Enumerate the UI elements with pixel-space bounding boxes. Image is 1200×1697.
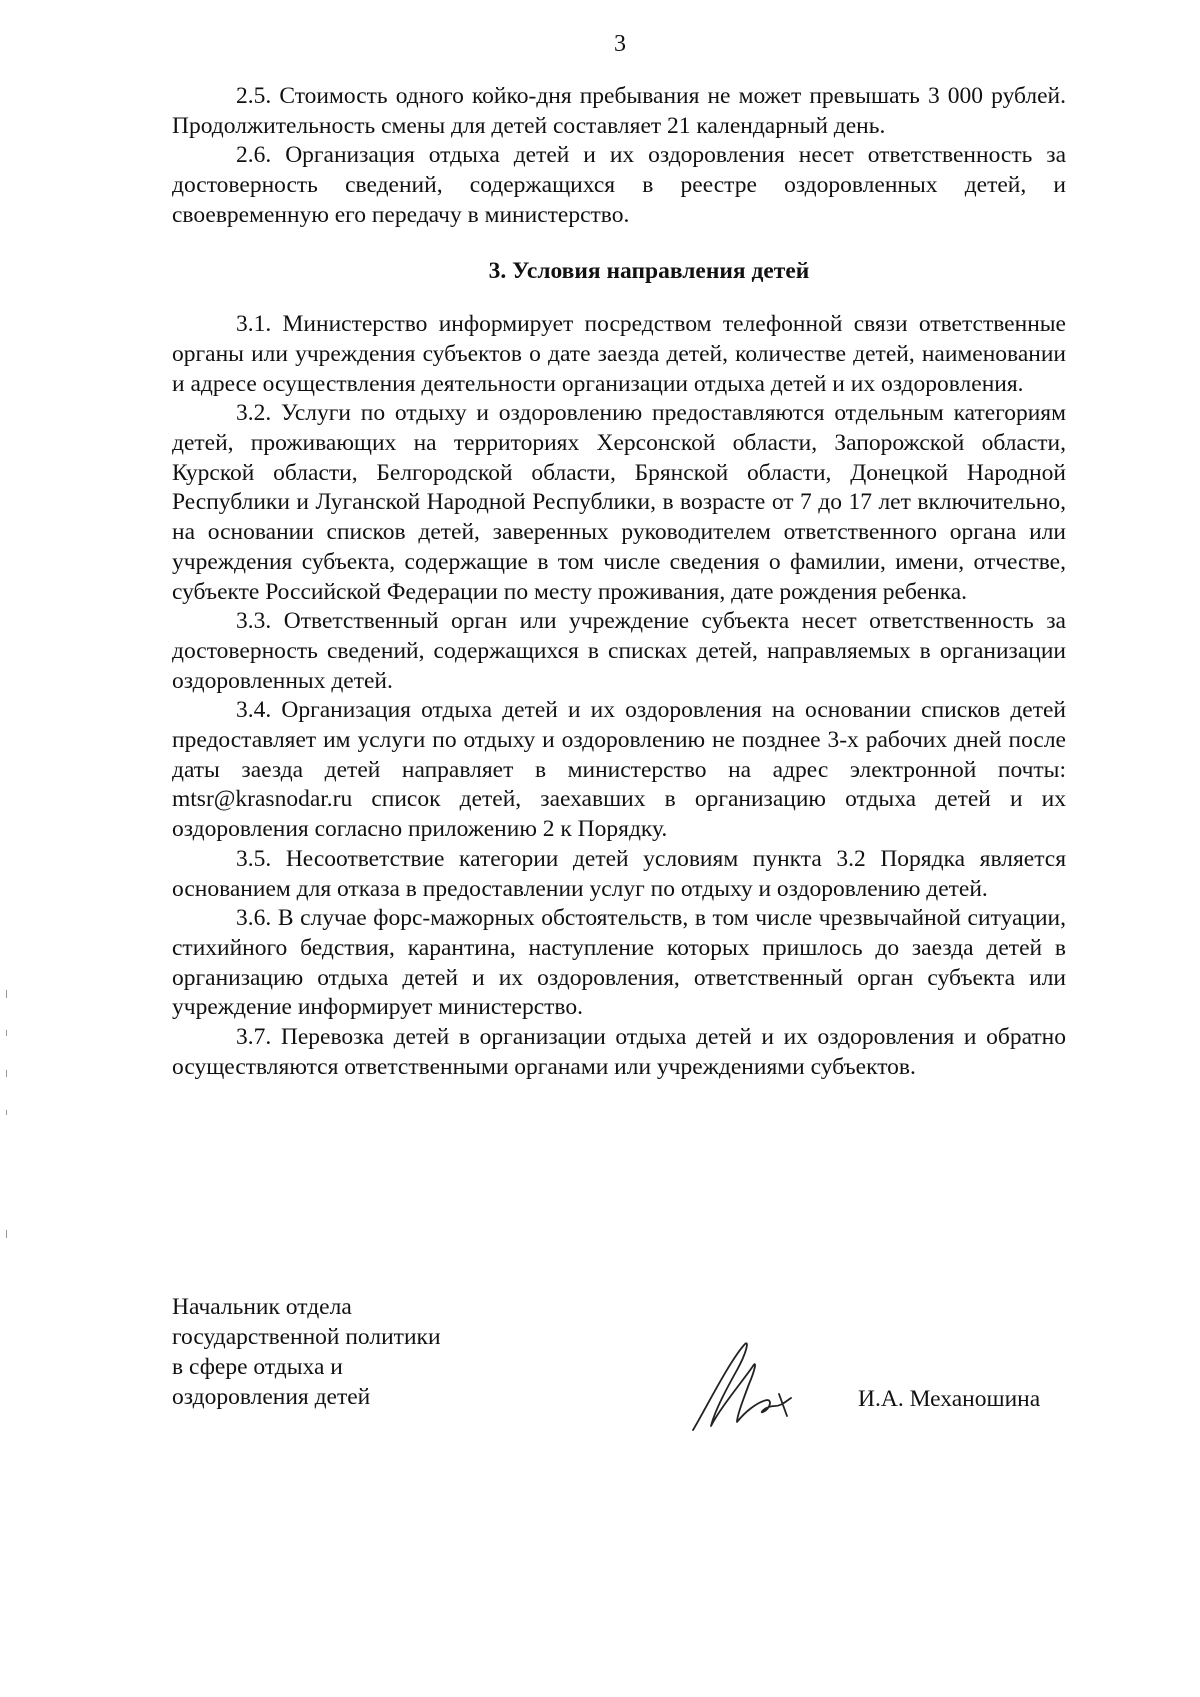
paragraph-3-7: 3.7. Перевозка детей в организации отдыха детей и их оздоровления и обратно осуществляются ответственными органами или учреждениями субъектов. [172, 1024, 1066, 1080]
handwritten-signature [675, 1330, 805, 1440]
paragraph-2-5: 2.5. Стоимость одного койко-дня пребывания не может превышать 3 000 рублей. Продолжительность смены для детей составляет 21 календарный день. [172, 83, 1066, 139]
paragraph-3-5: 3.5. Несоответствие категории детей условиям пункта 3.2 Порядка является основанием для отказа в предоставлении услуг по отдыху и оздоровлению детей. [172, 845, 1066, 902]
signer-position-line: государственной политики [172, 1324, 441, 1350]
paragraph-2-6: 2.6. Организация отдыха детей и их оздоровления несет ответственность за достоверность сведений, содержащихся в реестре оздоровленных детей, и своевременную его передачу в министерство. [172, 142, 1066, 228]
signer-position [172, 1292, 441, 1412]
paragraph-3-6: 3.6. В случае форс-мажорных обстоятельств, в том числе чрезвычайной ситуации, стихийного бедствия, карантина, наступление которых пришлось до заезда детей в организацию отдыха детей и их оздоровления, ответственный орган субъекта или учреждение информирует министерство. [172, 905, 1066, 1021]
document-body [172, 82, 1066, 1083]
signer-position-line: в сфере отдыха и [172, 1354, 343, 1380]
paragraph-3-4: 3.4. Организация отдыха детей и их оздоровления на основании списков детей предоставляет им услуги по отдыху и оздоровлению не позднее 3-х рабочих дней после даты заезда детей направляет в министерство на адрес электронной почты: mtsr@krasnodar.ru список детей, заехавших в организацию отдыха детей и их оздоровления согласно приложению 2 к Порядку. [172, 697, 1066, 843]
page-number: 3 [614, 31, 626, 57]
scan-artifact [4, 990, 10, 1260]
paragraph-3-3: 3.3. Ответственный орган или учреждение субъекта несет ответственность за достоверность сведений, содержащихся в списках детей, направляемых в организации оздоровленных детей. [172, 608, 1066, 694]
paragraph-3-2: 3.2. Услуги по отдыху и оздоровлению предоставляются отдельным категориям детей, проживающих на территориях Херсонской области, Запорожской области, Курской области, Белгородской области, Брянской области, Донецкой Народной Республики и Луганской Народной Республики, в возрасте от 7 до 17 лет включительно, на основании списков детей, заверенных руководителем ответственного органа или учреждения субъекта, содержащие в том числе сведения о фамилии, имени, отчестве, субъекте Российской Федерации по месту проживания, дате рождения ребенка. [172, 400, 1066, 605]
signer-position-line: оздоровления детей [172, 1384, 371, 1410]
section-heading: 3. Условия направления детей [488, 257, 810, 284]
signer-position-line: Начальник отдела [172, 1294, 352, 1320]
paragraph-3-1: 3.1. Министерство информирует посредством телефонной связи ответственные органы или учреждения субъектов о дате заезда детей, количестве детей, наименовании и адресе осуществления деятельности организации отдыха детей и их оздоровления. [172, 311, 1066, 397]
signer-name: И.А. Механошина [858, 1386, 1041, 1412]
